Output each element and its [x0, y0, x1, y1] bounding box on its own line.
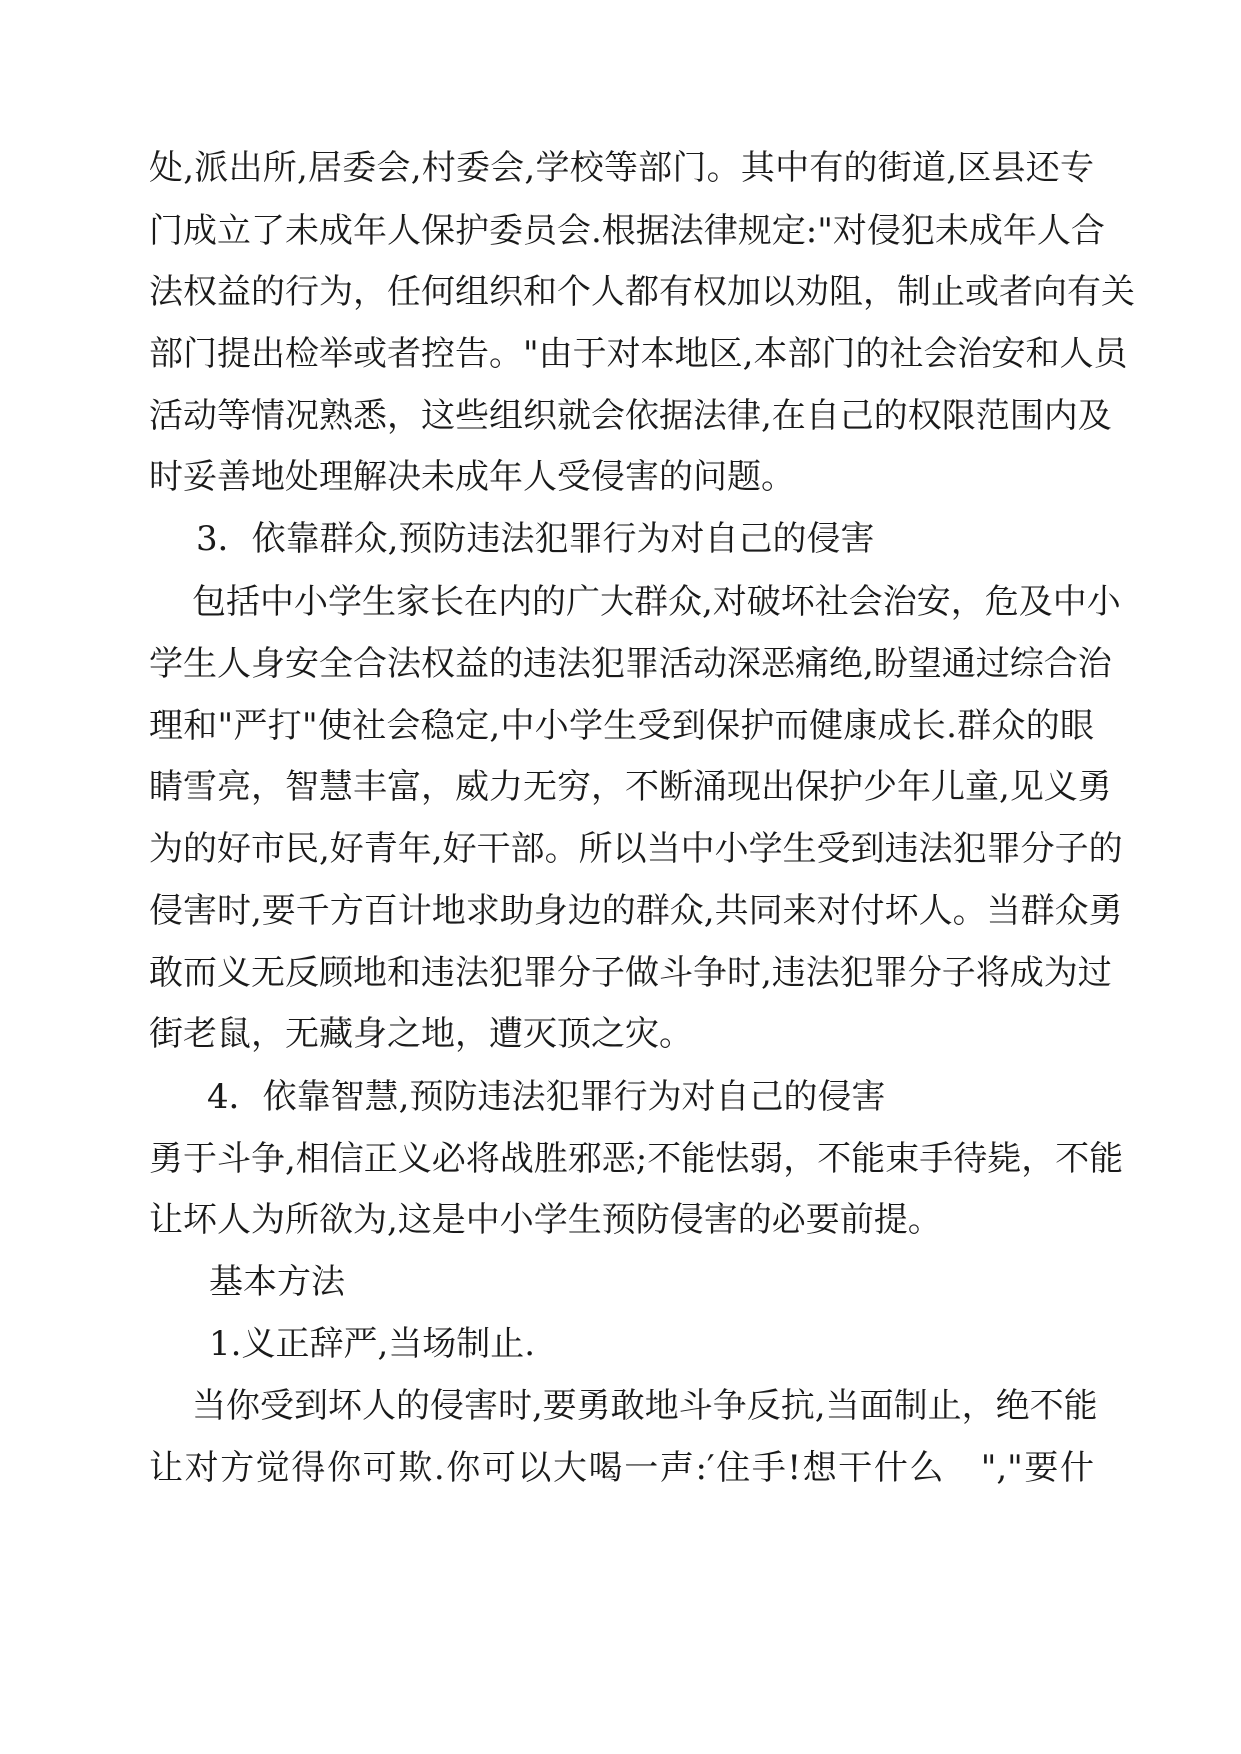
section-heading: 1.义正辞严,当场制止. [209, 1324, 536, 1364]
section-heading: 基本方法 [209, 1262, 345, 1302]
text-line: 处,派出所,居委会,村委会,学校等部门。其中有的街道,区县还专 [149, 148, 1094, 188]
text-line: 让坏人为所欲为,这是中小学生预防侵害的必要前提。 [149, 1200, 942, 1240]
text-line: 让对方觉得你可欺.你可以大喝一声:′住手!想干什么 ","要什 [149, 1448, 1094, 1488]
text-line: 勇于斗争,相信正义必将战胜邪恶;不能怯弱，不能束手待毙，不能 [149, 1139, 1124, 1179]
text-line: 法权益的行为，任何组织和个人都有权加以劝阻，制止或者向有关 [149, 272, 1135, 312]
paragraph-first-line: 包括中小学生家长在内的广大群众,对破坏社会治安，危及中小 [192, 582, 1121, 622]
text-line: 睛雪亮，智慧丰富，威力无穷，不断涌现出保护少年儿童,见义勇 [149, 767, 1112, 807]
text-line: 门成立了未成年人保护委员会.根据法律规定:"对侵犯未成年人合 [149, 211, 1105, 251]
paragraph-first-line: 当你受到坏人的侵害时,要勇敢地斗争反抗,当面制止，绝不能 [192, 1386, 1098, 1426]
text-line: 部门提出检举或者控告。"由于对本地区,本部门的社会治安和人员 [149, 334, 1128, 374]
section-heading: 3．依靠群众,预防违法犯罪行为对自己的侵害 [196, 519, 875, 559]
text-line: 理和"严打"使社会稳定,中小学生受到保护而健康成长.群众的眼 [149, 706, 1094, 746]
text-line: 时妥善地处理解决未成年人受侵害的问题。 [149, 457, 795, 497]
text-line: 侵害时,要千方百计地求助身边的群众,共同来对付坏人。当群众勇 [149, 891, 1123, 931]
text-line: 街老鼠，无藏身之地，遭灭顶之灾。 [149, 1014, 693, 1054]
section-heading: 4．依靠智慧,预防违法犯罪行为对自己的侵害 [207, 1077, 886, 1117]
text-line: 活动等情况熟悉，这些组织就会依据法律,在自己的权限范围内及 [149, 396, 1112, 436]
text-line: 为的好市民,好青年,好干部。所以当中小学生受到违法犯罪分子的 [149, 829, 1123, 869]
text-line: 学生人身安全合法权益的违法犯罪活动深恶痛绝,盼望通过综合治 [149, 644, 1112, 684]
text-line: 敢而义无反顾地和违法犯罪分子做斗争时,违法犯罪分子将成为过 [149, 953, 1112, 993]
